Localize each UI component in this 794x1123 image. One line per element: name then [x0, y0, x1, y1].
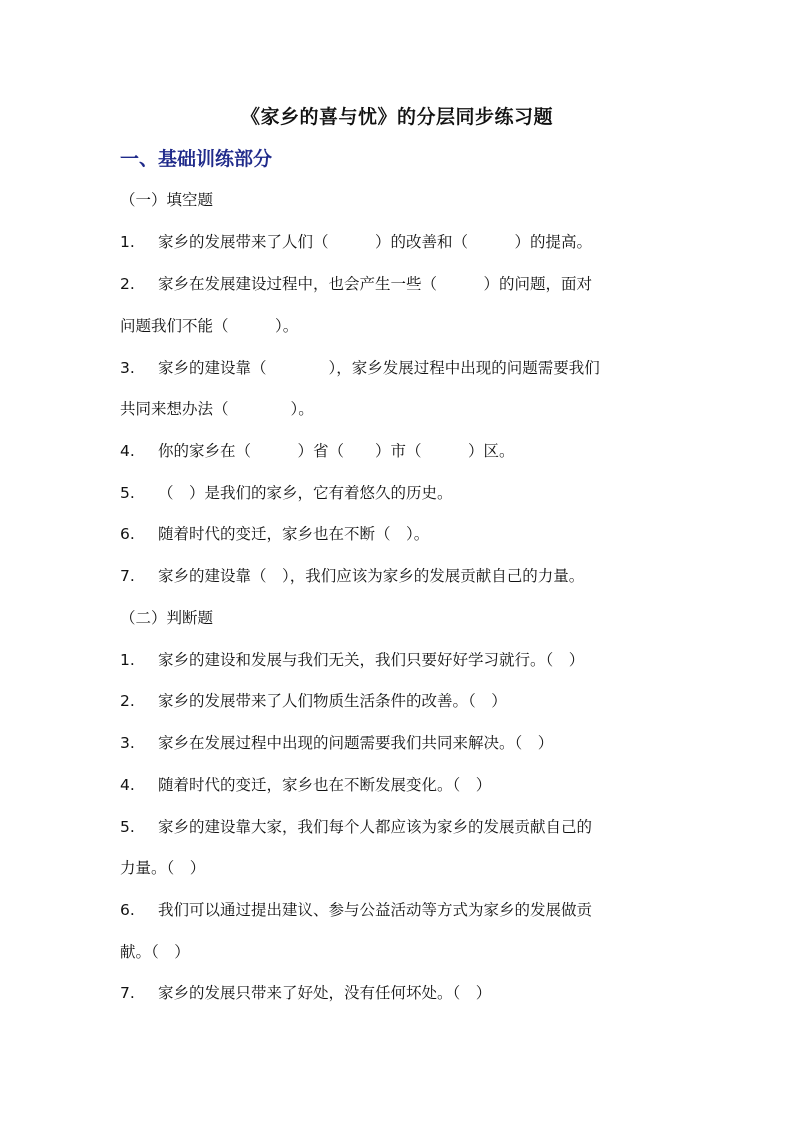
question-text: 献。（ ）	[120, 943, 190, 961]
fill-blank-line	[120, 397, 680, 421]
question-text: （ ）是我们的家乡，它有着悠久的历史。	[158, 484, 453, 502]
true-false-line	[120, 940, 680, 964]
question-number: 6.	[120, 901, 135, 919]
question-text: 家乡的发展带来了人们（ ）的改善和（ ）的提高。	[158, 233, 593, 251]
fill-blank-line	[120, 230, 680, 254]
fill-blank-line	[120, 522, 680, 546]
question-text: 家乡的建设靠（ ），我们应该为家乡的发展贡献自己的力量。	[158, 567, 585, 585]
question-number: 1.	[120, 233, 135, 251]
true-false-line	[120, 731, 680, 755]
question-number: 6.	[120, 525, 135, 543]
question-text: 家乡在发展建设过程中，也会产生一些（ ）的问题，面对	[158, 275, 593, 293]
question-text: 力量。（ ）	[120, 859, 206, 877]
true-false-line	[120, 898, 680, 922]
question-text: 问题我们不能（ ）。	[120, 317, 299, 335]
fill-blank-line	[120, 272, 680, 296]
question-number: 4.	[120, 776, 135, 794]
subheading-true-false: （二）判断题	[120, 609, 214, 627]
question-number: 1.	[120, 651, 135, 669]
fill-blank-line	[120, 314, 680, 338]
question-number: 7.	[120, 984, 135, 1002]
fill-blank-line	[120, 481, 680, 505]
question-text: 随着时代的变迁，家乡也在不断发展变化。（ ）	[158, 776, 492, 794]
question-number: 2.	[120, 692, 135, 710]
question-number: 4.	[120, 442, 135, 460]
section-heading-basic-training: 一、基础训练部分	[120, 148, 273, 170]
question-text: 家乡的建设靠（ ），家乡发展过程中出现的问题需要我们	[158, 359, 600, 377]
question-text: 家乡在发展过程中出现的问题需要我们共同来解决。（ ）	[158, 734, 554, 752]
question-text: 家乡的发展带来了人们物质生活条件的改善。（ ）	[158, 692, 507, 710]
question-text: 家乡的建设靠大家，我们每个人都应该为家乡的发展贡献自己的	[158, 818, 593, 836]
question-text: 随着时代的变迁，家乡也在不断（ ）。	[158, 525, 430, 543]
question-number: 3.	[120, 359, 135, 377]
question-text: 家乡的发展只带来了好处，没有任何坏处。（ ）	[158, 984, 492, 1002]
question-text: 你的家乡在（ ）省（ ）市（ ）区。	[158, 442, 515, 460]
fill-blank-line	[120, 564, 680, 588]
question-number: 2.	[120, 275, 135, 293]
fill-blank-line	[120, 356, 680, 380]
question-text: 我们可以通过提出建议、参与公益活动等方式为家乡的发展做贡	[158, 901, 593, 919]
question-number: 3.	[120, 734, 135, 752]
fill-blank-line	[120, 439, 680, 463]
true-false-line	[120, 981, 680, 1005]
true-false-line	[120, 856, 680, 880]
true-false-line	[120, 773, 680, 797]
document-title: 《家乡的喜与忧》的分层同步练习题	[240, 106, 553, 128]
true-false-line	[120, 648, 680, 672]
subheading-fill-blank: （一）填空题	[120, 191, 214, 209]
question-text: 共同来想办法（ ）。	[120, 400, 314, 418]
question-text: 家乡的建设和发展与我们无关，我们只要好好学习就行。（ ）	[158, 651, 585, 669]
question-number: 5.	[120, 484, 135, 502]
question-number: 5.	[120, 818, 135, 836]
true-false-line	[120, 815, 680, 839]
question-number: 7.	[120, 567, 135, 585]
true-false-line	[120, 689, 680, 713]
